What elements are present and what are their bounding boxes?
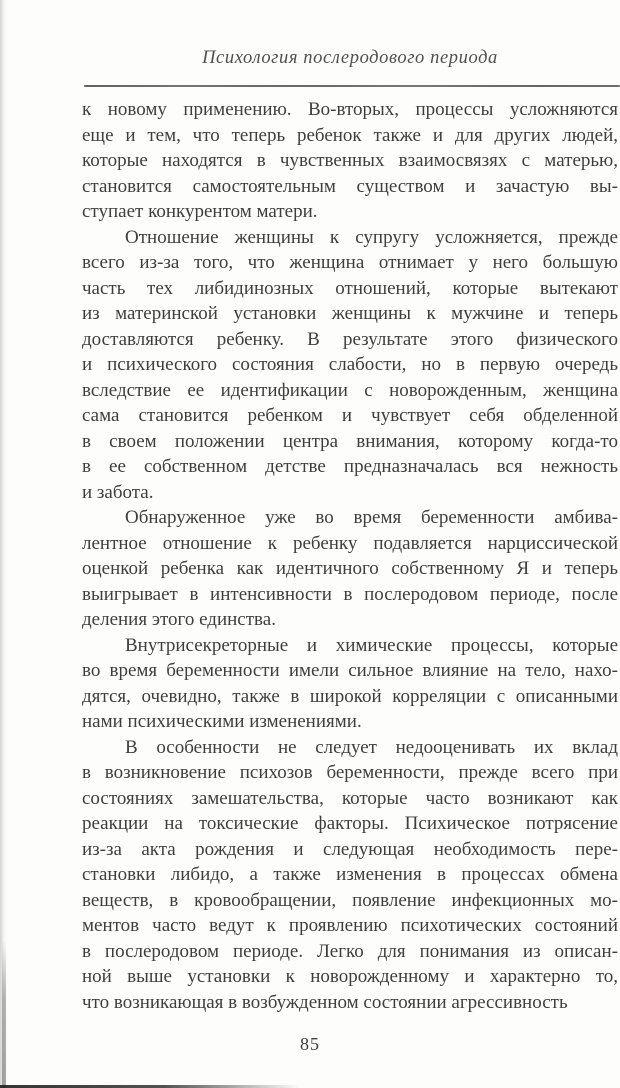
text-line: выигрывает в интенсивности в послеродовом периоде, после [82, 583, 618, 605]
text-line: из материнской установки женщины к мужчине и теперь [82, 303, 618, 324]
text-line: Отношение женщины к супругу усложняется, прежде [125, 226, 618, 248]
text-line: реакции на токсические факторы. Психическое потрясение [82, 813, 618, 834]
text-line: сама становится ребенком и чувствует себя обделенной [82, 405, 618, 426]
text-line: в возникновение психозов беременности, прежде всего при [82, 762, 618, 783]
paragraph [82, 505, 618, 633]
header-rule [84, 85, 620, 87]
text-line: дятся, очевидно, также в широкой корреляции с описанными [82, 685, 618, 707]
text-line: еще и тем, что теперь ребенок также и для других людей, [82, 124, 618, 146]
paragraph [82, 633, 618, 735]
page-number: 85 [300, 1034, 320, 1054]
running-header: Психология послеродового периода [202, 48, 498, 68]
text-line: к новому применению. Во-вторых, процессы усложняются [82, 99, 618, 120]
text-line: ной выше установки к новорожденному и характерно то, [82, 966, 618, 987]
body-text [82, 97, 618, 1015]
text-line: вследствие ее идентификации с новорожденным, женщина [82, 379, 618, 401]
text-line: Внутрисекреторные и химические процессы, которые [125, 634, 618, 656]
text-line: нами психическими изменениями. [82, 711, 362, 732]
text-line: ступает конкурентом матери. [82, 201, 318, 222]
text-line: что возникающая в возбужденном состоянии агрессивность [82, 991, 568, 1013]
text-line: и психического состояния слабости, но в первую очередь [82, 354, 618, 375]
text-line: становки либидо, а также изменения в процессах обмена [82, 864, 618, 885]
text-line: во время беременности имели сильное влияние на тело, нахо- [82, 660, 618, 681]
text-line: становится самостоятельным существом и зачастую вы- [82, 175, 618, 197]
text-line: оценкой ребенка как идентичного собственному Я и теперь [82, 558, 618, 579]
text-line: лентное отношение к ребенку подавляется нарциссической [82, 532, 618, 554]
text-line: Обнаруженное уже во время беременности амбива- [125, 507, 618, 528]
text-line: часть тех либидинозных отношений, которые вытекают [82, 277, 618, 299]
text-line: веществ, в кровообращении, появление инфекционных мо- [82, 889, 618, 911]
text-line: всего из-за того, что женщина отнимает у него большую [82, 252, 618, 273]
text-line: которые находятся в чувственных взаимосвязях с матерью, [82, 150, 618, 171]
scan-edge-left-artifact [0, 0, 8, 1088]
paragraph [82, 97, 618, 225]
scan-edge-left-lower-artifact [2, 940, 6, 1088]
text-line: и забота. [82, 481, 154, 503]
text-line: в послеродовом периоде. Легко для понимания из описан- [82, 940, 618, 962]
text-line: в своем положении центра внимания, которому когда-то [82, 430, 618, 452]
text-line: из-за акта рождения и следующая необходимость пере- [82, 838, 618, 860]
text-line: В особенности не следует недооценивать их вклад [125, 736, 618, 758]
paragraph [82, 225, 618, 506]
text-line: доставляются ребенку. В результате этого физического [82, 328, 618, 350]
text-line: деления этого единства. [82, 609, 276, 630]
text-line: в ее собственном детстве предназначалась вся нежность [82, 456, 618, 477]
text-line: состояниях замешательства, которые часто возникают как [82, 787, 618, 809]
text-line: ментов часто ведут к проявлению психотических состояний [82, 915, 618, 936]
paragraph [82, 735, 618, 1016]
